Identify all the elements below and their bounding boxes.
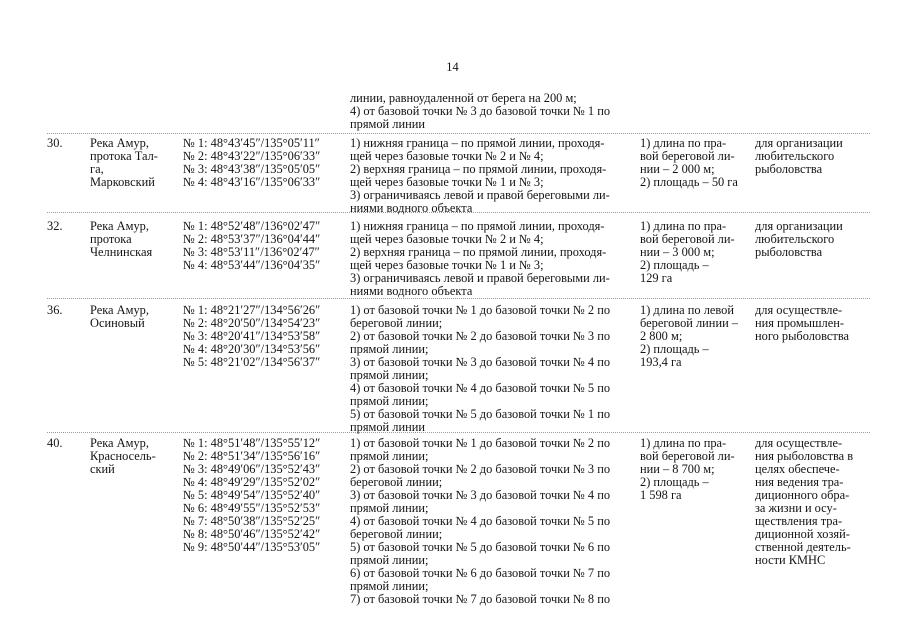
- boundary-coordinates: [183, 220, 320, 272]
- description-line: 1) от базовой точки № 1 до базовой точки № 2 по: [350, 436, 611, 450]
- purpose-line: ния ведения тра-: [755, 475, 844, 489]
- description-line: 2) верхняя граница – по прямой линии, проходя-: [350, 245, 607, 259]
- description-line: щей через базовые точки № 1 и № 3;: [350, 175, 544, 189]
- description-line: 1) нижняя граница – по прямой линии, проходя-: [350, 136, 605, 150]
- coordinate-line: № 1: 48°52′48″/136°02′47″: [183, 219, 321, 233]
- table-row: [0, 303, 905, 434]
- coordinate-line: № 2: 48°53′37″/136°04′44″: [183, 232, 321, 246]
- description-line: 3) от базовой точки № 3 до базовой точки № 4 по: [350, 488, 611, 502]
- size-line: 129 га: [640, 271, 673, 285]
- description-line: щей через базовые точки № 1 и № 3;: [350, 258, 544, 272]
- purpose: [755, 137, 843, 176]
- coordinate-line: № 3: 48°53′11″/136°02′47″: [183, 245, 320, 259]
- size-line: 1 598 га: [640, 488, 682, 502]
- area-size: [640, 220, 735, 285]
- row-number-text: 36.: [47, 303, 63, 317]
- boundary-coordinates: [183, 304, 320, 369]
- size-line: береговой линии –: [640, 316, 738, 330]
- purpose: [755, 437, 853, 567]
- table-row: [0, 436, 905, 606]
- name-line: Осиновый: [90, 316, 145, 330]
- purpose-line: диционной хозяй-: [755, 527, 850, 541]
- size-line: 193,4 га: [640, 355, 682, 369]
- coordinate-line: № 2: 48°20′50″/134°54′23″: [183, 316, 321, 330]
- coordinate-line: № 4: 48°53′44″/136°04′35″: [183, 258, 321, 272]
- size-line: 1) длина по пра-: [640, 436, 727, 450]
- continuation-line: прямой линии: [350, 117, 425, 131]
- description-line: прямой линии;: [350, 579, 429, 593]
- coordinate-line: № 1: 48°43′45″/135°05′11″: [183, 136, 320, 150]
- water-body-name: [90, 304, 149, 330]
- row-divider: [47, 133, 870, 134]
- purpose-line: ния промышлен-: [755, 316, 844, 330]
- description-line: 2) от базовой точки № 2 до базовой точки № 3 по: [350, 329, 611, 343]
- coordinate-line: № 5: 48°21′02″/134°56′37″: [183, 355, 321, 369]
- description-line: 4) от базовой точки № 4 до базовой точки № 5 по: [350, 381, 611, 395]
- description-line: 6) от базовой точки № 6 до базовой точки № 7 по: [350, 566, 611, 580]
- name-line: ский: [90, 462, 115, 476]
- coordinate-line: № 1: 48°21′27″/134°56′26″: [183, 303, 321, 317]
- description-line: береговой линии;: [350, 475, 443, 489]
- coordinate-line: № 9: 48°50′44″/135°53′05″: [183, 540, 321, 554]
- description-line: прямой линии;: [350, 368, 429, 382]
- size-line: нии – 8 700 м;: [640, 462, 715, 476]
- description-line: 5) от базовой точки № 5 до базовой точки № 6 по: [350, 540, 611, 554]
- row-number: [47, 137, 63, 150]
- description-line: прямой линии;: [350, 449, 429, 463]
- coordinate-line: № 5: 48°49′54″/135°52′40″: [183, 488, 321, 502]
- water-body-name: [90, 137, 158, 189]
- coordinate-line: № 4: 48°49′29″/135°52′02″: [183, 475, 321, 489]
- purpose-line: рыболовства: [755, 245, 823, 259]
- description-line: 5) от базовой точки № 5 до базовой точки № 1 по: [350, 407, 611, 421]
- boundary-description: [350, 220, 610, 298]
- description-line: ниями водного объекта: [350, 201, 473, 215]
- purpose-line: для организации: [755, 136, 843, 150]
- name-line: Река Амур,: [90, 436, 149, 450]
- area-size: [640, 304, 738, 369]
- size-line: 1) длина по пра-: [640, 136, 727, 150]
- size-line: нии – 3 000 м;: [640, 245, 715, 259]
- description-line: прямой линии;: [350, 342, 429, 356]
- continuation-line: линии, равноудаленной от берега на 200 м;: [350, 91, 577, 105]
- continuation-text: [350, 92, 610, 131]
- coordinate-line: № 3: 48°20′41″/134°53′58″: [183, 329, 321, 343]
- size-line: вой береговой ли-: [640, 232, 735, 246]
- area-size: [640, 437, 735, 502]
- description-line: щей через базовые точки № 2 и № 4;: [350, 149, 544, 163]
- table-row: [0, 219, 905, 298]
- purpose: [755, 220, 843, 259]
- name-line: протока: [90, 232, 132, 246]
- size-line: 1) длина по левой: [640, 303, 734, 317]
- size-line: 1) длина по пра-: [640, 219, 727, 233]
- row-number-text: 40.: [47, 436, 63, 450]
- purpose: [755, 304, 849, 343]
- name-line: Челнинская: [90, 245, 153, 259]
- name-line: Марковский: [90, 175, 155, 189]
- boundary-coordinates: [183, 137, 320, 189]
- description-line: береговой линии;: [350, 527, 443, 541]
- row-number-text: 30.: [47, 136, 63, 150]
- boundary-description: [350, 437, 610, 606]
- description-line: прямой линии: [350, 420, 425, 434]
- continuation-line: 4) от базовой точки № 3 до базовой точки № 1 по: [350, 104, 611, 118]
- purpose-line: ственной деятель-: [755, 540, 851, 554]
- description-line: 2) от базовой точки № 2 до базовой точки № 3 по: [350, 462, 611, 476]
- name-line: Река Амур,: [90, 303, 149, 317]
- purpose-line: целях обеспече-: [755, 462, 840, 476]
- row-number: [47, 437, 63, 450]
- coordinate-line: № 4: 48°20′30″/134°53′56″: [183, 342, 321, 356]
- row-number: [47, 220, 63, 233]
- description-line: щей через базовые точки № 2 и № 4;: [350, 232, 544, 246]
- purpose-line: ного рыболовства: [755, 329, 850, 343]
- water-body-name: [90, 437, 156, 476]
- water-body-name: [90, 220, 152, 259]
- row-divider: [47, 298, 870, 299]
- coordinate-line: № 2: 48°43′22″/135°06′33″: [183, 149, 321, 163]
- purpose-line: за жизни и осу-: [755, 501, 837, 515]
- size-line: 2) площадь –: [640, 342, 709, 356]
- size-line: 2) площадь – 50 га: [640, 175, 738, 189]
- description-line: ниями водного объекта: [350, 284, 473, 298]
- purpose-line: для осуществле-: [755, 436, 843, 450]
- purpose-line: ния рыболовства в: [755, 449, 854, 463]
- description-line: береговой линии;: [350, 316, 443, 330]
- purpose-line: ности КМНС: [755, 553, 826, 567]
- description-line: прямой линии;: [350, 501, 429, 515]
- boundary-description: [350, 304, 610, 434]
- purpose-line: для осуществле-: [755, 303, 843, 317]
- size-line: нии – 2 000 м;: [640, 162, 715, 176]
- purpose-line: диционного обра-: [755, 488, 850, 502]
- name-line: протока Тал-: [90, 149, 158, 163]
- name-line: га,: [90, 162, 104, 176]
- description-line: 1) от базовой точки № 1 до базовой точки № 2 по: [350, 303, 611, 317]
- size-line: вой береговой ли-: [640, 149, 735, 163]
- description-line: 3) ограничиваясь левой и правой береговыми ли-: [350, 271, 610, 285]
- description-line: 3) от базовой точки № 3 до базовой точки № 4 по: [350, 355, 611, 369]
- page-number: 14: [446, 60, 459, 74]
- area-size: [640, 137, 738, 189]
- boundary-coordinates: [183, 437, 320, 554]
- boundary-description: [350, 137, 610, 215]
- coordinate-line: № 2: 48°51′34″/135°56′16″: [183, 449, 321, 463]
- description-line: 3) ограничиваясь левой и правой береговыми ли-: [350, 188, 610, 202]
- size-line: вой береговой ли-: [640, 449, 735, 463]
- name-line: Река Амур,: [90, 136, 149, 150]
- coordinate-line: № 6: 48°49′55″/135°52′53″: [183, 501, 321, 515]
- size-line: 2 800 м;: [640, 329, 683, 343]
- purpose-line: для организации: [755, 219, 843, 233]
- purpose-line: ществления тра-: [755, 514, 843, 528]
- name-line: Красносель-: [90, 449, 156, 463]
- description-line: прямой линии;: [350, 553, 429, 567]
- row-number-text: 32.: [47, 219, 63, 233]
- description-line: прямой линии;: [350, 394, 429, 408]
- description-line: 4) от базовой точки № 4 до базовой точки № 5 по: [350, 514, 611, 528]
- description-line: 7) от базовой точки № 7 до базовой точки № 8 по: [350, 592, 611, 606]
- coordinate-line: № 3: 48°49′06″/135°52′43″: [183, 462, 321, 476]
- coordinate-line: № 8: 48°50′46″/135°52′42″: [183, 527, 321, 541]
- table-row: [0, 136, 905, 215]
- description-line: 2) верхняя граница – по прямой линии, проходя-: [350, 162, 607, 176]
- coordinate-line: № 3: 48°43′38″/135°05′05″: [183, 162, 321, 176]
- name-line: Река Амур,: [90, 219, 149, 233]
- description-line: 1) нижняя граница – по прямой линии, проходя-: [350, 219, 605, 233]
- purpose-line: любительского: [755, 232, 835, 246]
- size-line: 2) площадь –: [640, 475, 709, 489]
- coordinate-line: № 7: 48°50′38″/135°52′25″: [183, 514, 321, 528]
- purpose-line: рыболовства: [755, 162, 823, 176]
- purpose-line: любительского: [755, 149, 835, 163]
- row-number: [47, 304, 63, 317]
- size-line: 2) площадь –: [640, 258, 709, 272]
- coordinate-line: № 4: 48°43′16″/135°06′33″: [183, 175, 321, 189]
- coordinate-line: № 1: 48°51′48″/135°55′12″: [183, 436, 321, 450]
